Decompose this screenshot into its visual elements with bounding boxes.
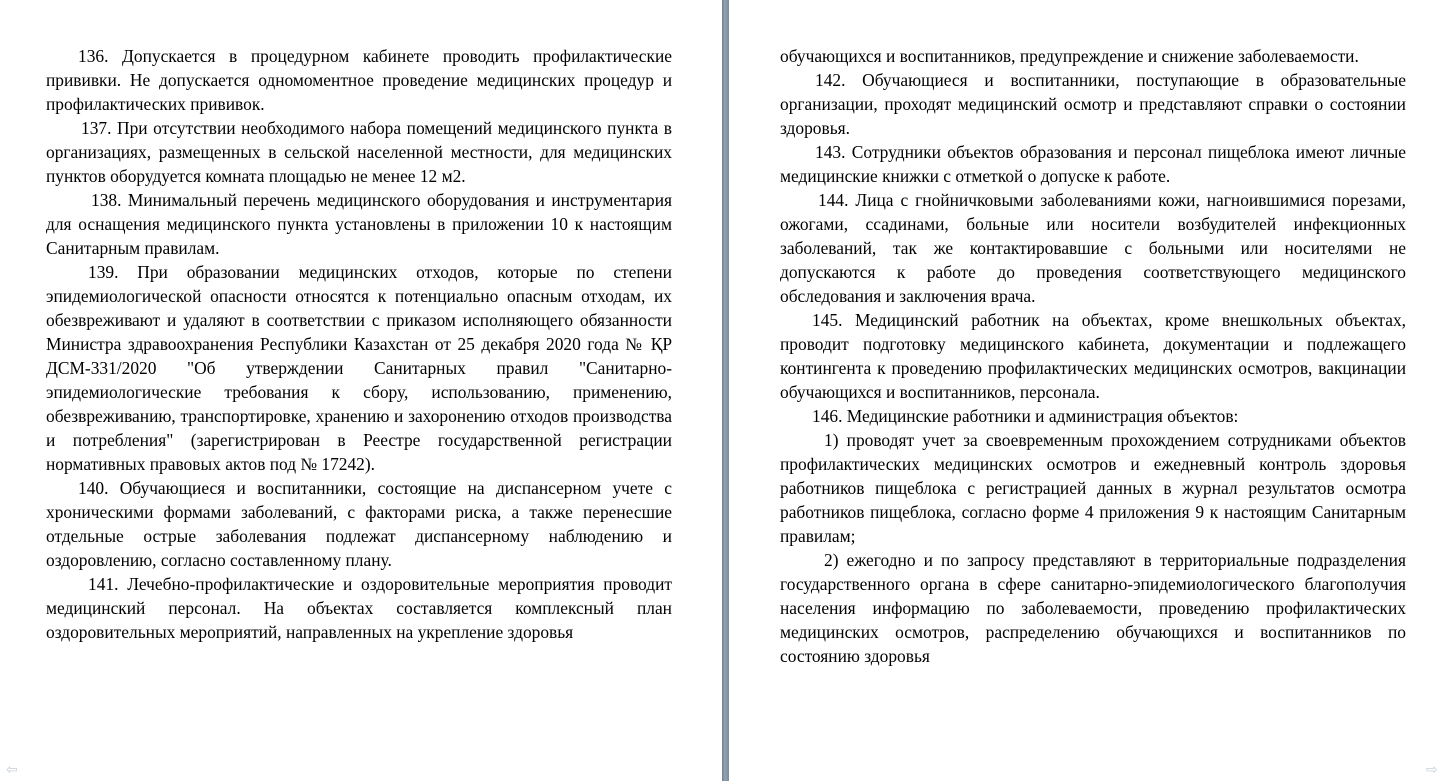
paragraph-141: 141. Лечебно-профилактические и оздоровительные мероприятия проводит медицинский персонал. На объектах составляется комплексный план оздоровительных мероприятий, направленных на укрепление здоровья <box>46 574 672 642</box>
paragraph-145: 145. Медицинский работник на объектах, кроме внешкольных объектах, проводит подготовку медицинского кабинета, документации и подлежащего контингента к проведению профилактических медицинских осмотров, вакцинации обучающихся и воспитанников, персонала. <box>780 310 1406 402</box>
paragraph-146: 146. Медицинские работники и администрация объектов: <box>812 406 1239 426</box>
paragraph-137: 137. При отсутствии необходимого набора помещений медицинского пункта в организациях, размещенных в сельской населенной местности, для медицинских пунктов оборудуется комната площадью не менее 12 м2. <box>46 118 672 186</box>
paragraph-146-item-2: 2) ежегодно и по запросу представляют в территориальные подразделения государственного органа в сфере санитарно-эпидемиологического благополучия населения информацию по заболеваемости, проведению профилактических медицинских осмотров, распределению обучающихся и воспитанников по состоянию здоровья <box>780 550 1406 666</box>
arrow-left-icon[interactable]: ⇦ <box>6 762 18 778</box>
page-divider <box>722 0 729 781</box>
paragraph-144: 144. Лица с гнойничковыми заболеваниями кожи, нагноившимися порезами, ожогами, ссадинами, больные или носители возбудителей инфекционных заболеваний, так же контактировавшие с больными или носителями не допускаются к работе до проведения соответствующего медицинского обследования и заключения врача. <box>780 190 1406 306</box>
right-column <box>780 44 1406 668</box>
left-page <box>0 0 722 781</box>
arrow-right-icon[interactable]: ⇨ <box>1426 762 1438 778</box>
left-column <box>46 44 672 644</box>
paragraph-136: 136. Допускается в процедурном кабинете проводить профилактические прививки. Не допускается одномоментное проведение медицинских процедур и профилактических прививок. <box>46 46 672 114</box>
paragraph-140: 140. Обучающиеся и воспитанники, состоящие на диспансерном учете с хроническими формами заболеваний, с факторами риска, а также перенесшие отдельные острые заболевания подлежат диспансерному наблюдению и оздоровлению, согласно составленному плану. <box>46 478 672 570</box>
paragraph-139: 139. При образовании медицинских отходов, которые по степени эпидемиологической опасности относятся к потенциально опасным отходам, их обезвреживают и удаляют в соответствии с приказом исполняющего обязанности Министра здравоохранения Республики Казахстан от 25 декабря 2020 года № ҚР ДСМ-331/2020 "Об утверждении Санитарных правил "Санитарно-эпидемиологические требования к сбору, использованию, применению, обезвреживанию, транспортировке, хранению и захоронению отходов производства и потребления" (зарегистрирован в Реестре государственной регистрации нормативных правовых актов под № 17242). <box>46 262 672 474</box>
paragraph-146-item-1: 1) проводят учет за своевременным прохождением сотрудниками объектов профилактических медицинских осмотров и ежедневный контроль здоровья работников пищеблока с регистрацией данных в журнал результатов осмотра работников пищеблока, согласно форме 4 приложения 9 к настоящим Санитарным правилам; <box>780 430 1406 546</box>
right-page <box>729 0 1450 781</box>
paragraph-142: 142. Обучающиеся и воспитанники, поступающие в образовательные организации, проходят медицинский осмотр и представляют справки о состоянии здоровья. <box>780 70 1406 138</box>
paragraph-141-continued: обучающихся и воспитанников, предупреждение и снижение заболеваемости. <box>780 46 1359 66</box>
paragraph-138: 138. Минимальный перечень медицинского оборудования и инструментария для оснащения медицинского пункта установлены в приложении 10 к настоящим Санитарным правилам. <box>46 190 672 258</box>
paragraph-143: 143. Сотрудники объектов образования и персонал пищеблока имеют личные медицинские книжки с отметкой о допуске к работе. <box>780 142 1406 186</box>
